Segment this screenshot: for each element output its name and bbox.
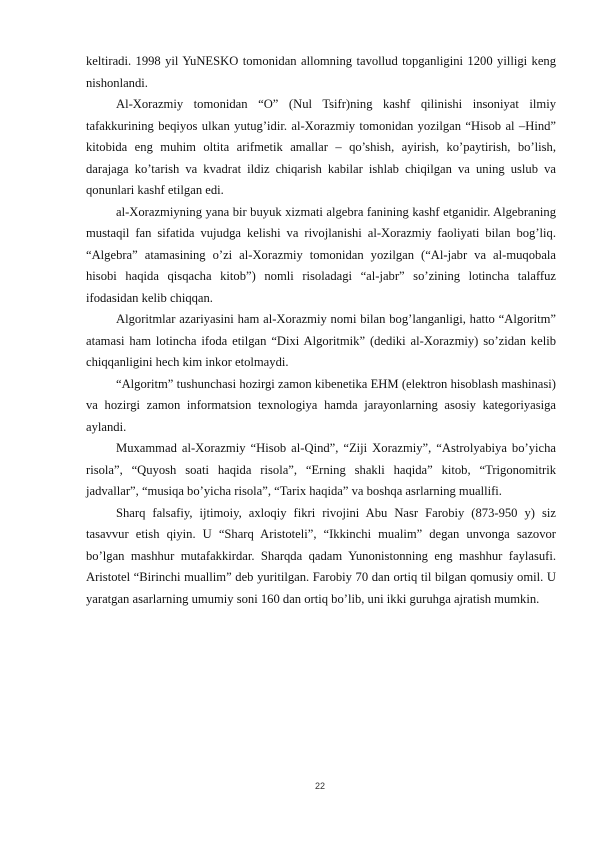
paragraph-zero-discovery: Al-Xorazmiy tomonidan “O” (Nul Tsifr)ning kashf qilinishi insoniyat ilmiy tafakkurining beqiyos ulkan yutug’idir. al-Xorazmiy tomonidan yozilgan “Hisob al –Hind” kitobida eng muhim oltita arifmetik amallar – qo’shish, ayirish, ko’paytirish, bo’lish, darajaga ko’tarish va kvadrat ildiz chiqarish kabilar ishlab chiqilgan va uning uslub va qonunlari kashf etilgan edi. [86, 97, 556, 197]
paragraph-algorithm-origin: Algoritmlar azariyasini ham al-Xorazmiy nomi bilan bog’langanligi, hatto “Algoritm” atamasi ham lotincha ifoda etilgan “Dixi Algoritmik” (dediki al-Xorazmiy) so’zidan kelib chiqqanligini hech kim inkor etolmaydi. [86, 312, 556, 369]
paragraph-algebra: al-Xorazmiyning yana bir buyuk xizmati algebra fanining kashf etganidir. Algebraning mustaqil fan sifatida vujudga kelishi va rivojlanishi al-Xorazmiy faoliyati bilan bog’liq. “Algebra” atamasining o’zi al-Xorazmiy tomonidan yozilgan (“Al-jabr va al-muqobala hisobi haqida qisqacha kitob”) nomli risoladagi “al-jabr” so’zining lotincha talaffuz ifodasidan kelib chiqqan. [86, 204, 556, 305]
page-body [86, 51, 556, 610]
paragraph-works-list: Muxammad al-Xorazmiy “Hisob al-Qind”, “Ziji Xorazmiy”, “Astrolyabiya bo’yicha risola”, “Quyosh soati haqida risola”, “Erning shakli haqida” kitob, “Trigonomitrik jadvallar”, “musiqa bo’yicha risola”, “Tarix haqida” va boshqa asrlarning muallifi. [86, 441, 556, 498]
paragraph-farobiy: Sharq falsafiy, ijtimoiy, axloqiy fikri rivojini Abu Nasr Farobiy (873-950 y) siz tasavvur etish qiyin. U “Sharq Aristoteli”, “Ikkinchi mualim” degan unvonga sazovor bo’lgan mashhur mutafakkirdar. Sharqda qadam Yunonistonning eng mashhur faylasufi. Aristotel “Birinchi muallim” deb yuritilgan. Farobiy 70 dan ortiq til bilgan qomusiy omil. U yaratgan asarlarning umumiy soni 160 dan ortiq bo’lib, uni ikki guruhga ajratish mumkin. [86, 505, 556, 606]
paragraph-algorithm-concept: “Algoritm” tushunchasi hozirgi zamon kibenetika EHM (elektron hisoblash mashinasi) va hozirgi zamon informatsion texnologiya hamda jarayonlarning asosiy kategoriyasiga aylandi. [86, 376, 556, 434]
page-number: 22 [314, 781, 325, 791]
paragraph-continuation: keltiradi. 1998 yil YuNESKO tomonidan allomning tavollud topganligini 1200 yilligi keng nishonlandi. [86, 54, 556, 90]
